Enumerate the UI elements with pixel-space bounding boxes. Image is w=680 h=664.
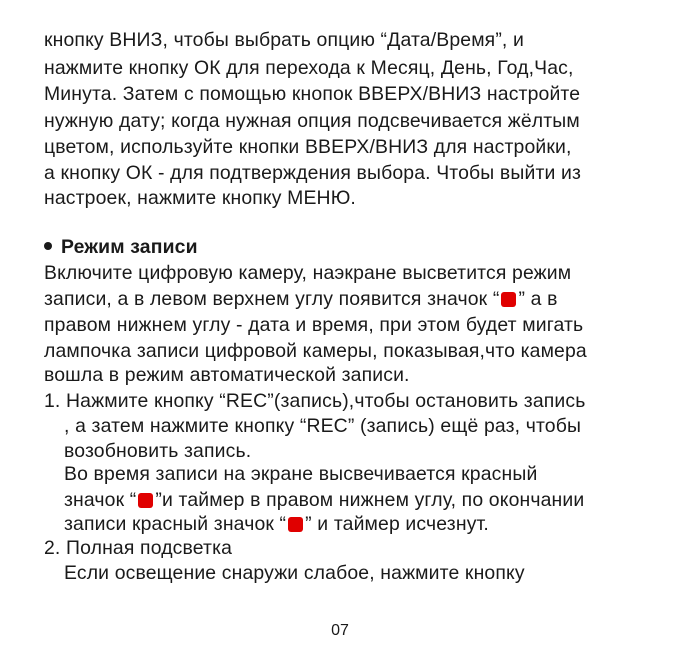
- paragraph-line: вошла в режим автоматической записи.: [44, 364, 410, 386]
- text-span: значок “: [64, 489, 137, 511]
- list-item-1-line: Во время записи на экране высвечивается красный: [64, 463, 538, 485]
- text-span: ” и таймер исчезнут.: [305, 513, 489, 535]
- text-span: ”и таймер в правом нижнем углу, по окончании: [155, 489, 585, 511]
- intro-line: Минута. Затем с помощью кнопок ВВЕРХ/ВНИЗ настройте: [44, 83, 581, 105]
- list-item-1-line: [64, 488, 584, 512]
- rec-indicator-icon: [288, 517, 303, 532]
- section-title: Режим записи: [61, 236, 198, 258]
- intro-line: а кнопку ОК - для подтверждения выбора. Чтобы выйти из: [44, 162, 582, 184]
- intro-line: цветом, используйте кнопки ВВЕРХ/ВНИЗ для настройки,: [44, 136, 572, 158]
- list-item-1-line: , а затем нажмите кнопку “REC” (запись) ещё раз, чтобы: [64, 415, 582, 437]
- text-span: ” а в: [518, 288, 558, 310]
- intro-line: настроек, нажмите кнопку МЕНЮ.: [44, 187, 356, 209]
- intro-line: нужную дату; когда нужная опция подсвечивается жёлтым: [44, 110, 580, 132]
- paragraph-line: правом нижнем углу - дата и время, при этом будет мигать: [44, 314, 584, 336]
- list-item-1-line: возобновить запись.: [64, 440, 252, 462]
- text-span: записи, а в левом верхнем углу появится значок “: [44, 288, 500, 310]
- text-span: записи красный значок “: [64, 513, 287, 535]
- rec-indicator-icon: [501, 292, 516, 307]
- intro-line: кнопку ВНИЗ, чтобы выбрать опцию “Дата/Время”, и: [44, 29, 524, 51]
- list-item-2-line: 2. Полная подсветка: [44, 537, 233, 559]
- paragraph-line: лампочка записи цифровой камеры, показывая,что камера: [44, 340, 587, 362]
- list-item-1-line: 1. Нажмите кнопку “REC”(запись),чтобы остановить запись: [44, 390, 586, 412]
- list-item-2-line: Если освещение снаружи слабое, нажмите кнопку: [64, 562, 525, 584]
- list-item-1-line: [64, 512, 489, 536]
- section-heading: [44, 235, 198, 259]
- paragraph-line: Включите цифровую камеру, наэкране высветится режим: [44, 262, 572, 284]
- page-number: 07: [331, 622, 349, 639]
- intro-line: нажмите кнопку ОК для перехода к Месяц, День, Год,Час,: [44, 57, 574, 79]
- rec-indicator-icon: [138, 493, 153, 508]
- paragraph-line: [44, 287, 558, 311]
- bullet-icon: [44, 242, 52, 250]
